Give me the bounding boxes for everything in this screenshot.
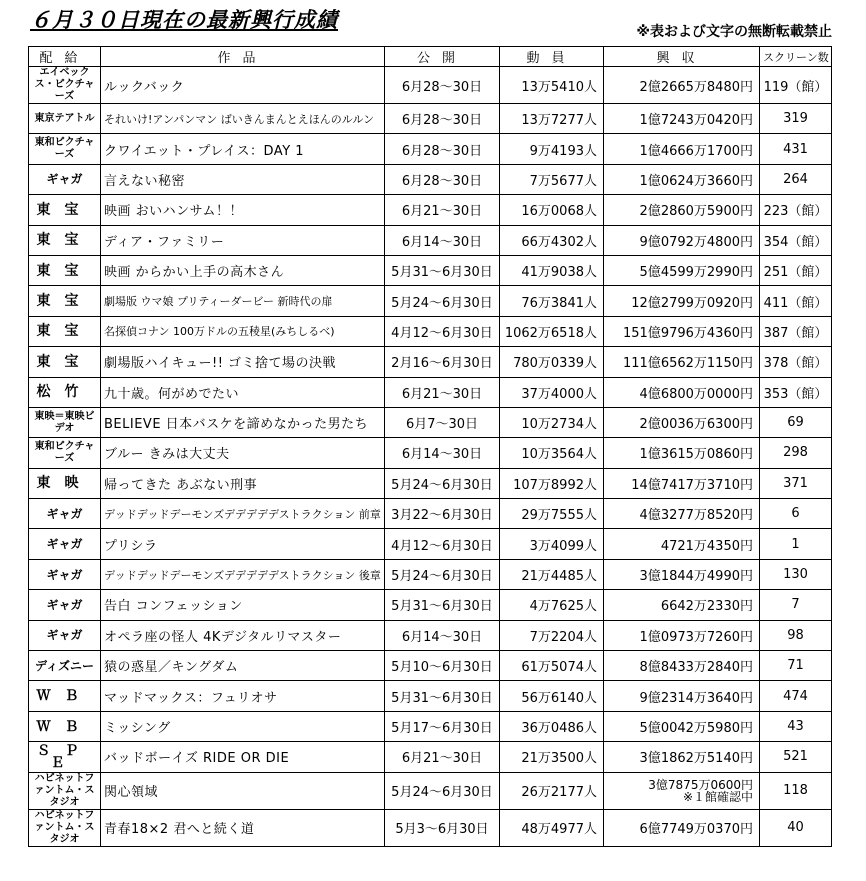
screens-cell: 40 (760, 809, 832, 846)
distributor-cell: 東映 (29, 468, 101, 498)
distributor-cell: 東宝 (29, 316, 101, 346)
title-cell: プリシラ (101, 529, 385, 559)
distributor-cell: 東宝 (29, 347, 101, 377)
distributor-cell: ギャガ (29, 590, 101, 620)
release-period-cell: 6月21～30日 (385, 377, 500, 407)
revenue-cell: 3億1862万5140円 (604, 742, 760, 772)
attendance-cell: 10万3564人 (500, 438, 604, 468)
column-header-screens: スクリーン数 (760, 47, 832, 67)
attendance-cell: 41万9038人 (500, 255, 604, 285)
revenue-cell: 6642万2330円 (604, 590, 760, 620)
distributor-cell: 東映＝東映ビデオ (29, 407, 101, 437)
table-row (29, 286, 832, 316)
screens-cell: 119（館） (760, 67, 832, 104)
attendance-cell: 780万0339人 (500, 347, 604, 377)
release-period-cell: 5月24～6月30日 (385, 772, 500, 809)
table-row (29, 67, 832, 104)
revenue-cell: 2億2860万5900円 (604, 195, 760, 225)
screens-cell: 251（館） (760, 255, 832, 285)
screens-cell: 354（館） (760, 225, 832, 255)
revenue-cell: 1億7243万0420円 (604, 104, 760, 134)
table-row (29, 681, 832, 711)
screens-cell: 411（館） (760, 286, 832, 316)
distributor-cell: ギャガ (29, 529, 101, 559)
release-period-cell: 5月17～6月30日 (385, 711, 500, 741)
table-row (29, 438, 832, 468)
distributor-cell: エイベックス・ピクチャーズ (29, 67, 101, 104)
title-cell: 名探偵コナン 100万ドルの五稜星(みちしるべ) (101, 316, 385, 346)
distributor-cell: 松竹 (29, 377, 101, 407)
attendance-cell: 7万2204人 (500, 620, 604, 650)
title-cell: それいけ!アンパンマン ばいきんまんとえほんのルルン (101, 104, 385, 134)
attendance-cell: 1062万6518人 (500, 316, 604, 346)
table-row (29, 347, 832, 377)
title-cell: 九十歳。何がめでたい (101, 377, 385, 407)
release-period-cell: 4月12～6月30日 (385, 529, 500, 559)
table-row (29, 255, 832, 285)
release-period-cell: 6月28～30日 (385, 67, 500, 104)
title-cell: 劇場版ハイキュー!! ゴミ捨て場の決戦 (101, 347, 385, 377)
revenue-cell: 2億2665万8480円 (604, 67, 760, 104)
distributor-cell: ディズニー (29, 651, 101, 681)
table-row (29, 195, 832, 225)
release-period-cell: 5月10～6月30日 (385, 651, 500, 681)
attendance-cell: 37万4000人 (500, 377, 604, 407)
column-header-revenue: 興収 (604, 47, 760, 67)
release-period-cell: 6月21～30日 (385, 195, 500, 225)
title-cell: デッドデッドデーモンズデデデデデストラクション 前章 (101, 499, 385, 529)
revenue-cell: 2億0036万6300円 (604, 407, 760, 437)
screens-cell: 298 (760, 438, 832, 468)
title-cell: 劇場版 ウマ娘 プリティーダービー 新時代の扉 (101, 286, 385, 316)
title-cell: 映画 からかい上手の高木さん (101, 255, 385, 285)
revenue-cell: 6億7749万0370円 (604, 809, 760, 846)
revenue-cell: 151億9796万4360円 (604, 316, 760, 346)
revenue-cell: 4億3277万8520円 (604, 499, 760, 529)
title-cell: BELIEVE 日本バスケを諦めなかった男たち (101, 407, 385, 437)
title-cell: ディア・ファミリー (101, 225, 385, 255)
title-cell: ミッシング (101, 711, 385, 741)
release-period-cell: 6月21～30日 (385, 742, 500, 772)
page-title: ６月３０日現在の最新興行成績 (30, 8, 338, 32)
release-period-cell: 2月16～6月30日 (385, 347, 500, 377)
title-cell: 映画 おいハンサム！！ (101, 195, 385, 225)
distributor-cell: ＷＢ (29, 711, 101, 741)
title-cell: バッドボーイズ RIDE OR DIE (101, 742, 385, 772)
column-header-attendance: 動員 (500, 47, 604, 67)
screens-cell: 223（館） (760, 195, 832, 225)
attendance-cell: 61万5074人 (500, 651, 604, 681)
screens-cell: 6 (760, 499, 832, 529)
table-row (29, 377, 832, 407)
attendance-cell: 21万3500人 (500, 742, 604, 772)
table-row (29, 407, 832, 437)
attendance-cell: 56万6140人 (500, 681, 604, 711)
release-period-cell: 5月31～6月30日 (385, 681, 500, 711)
revenue-cell (604, 772, 760, 809)
screens-cell: 431 (760, 134, 832, 164)
revenue-note: ※１館確認中 (682, 789, 753, 804)
attendance-cell: 66万4302人 (500, 225, 604, 255)
table-row (29, 590, 832, 620)
title-cell: マッドマックス：フュリオサ (101, 681, 385, 711)
release-period-cell: 5月31～6月30日 (385, 590, 500, 620)
screens-cell: 319 (760, 104, 832, 134)
screens-cell: 378（館） (760, 347, 832, 377)
distributor-cell: ハピネットファントム・スタジオ (29, 809, 101, 846)
revenue-cell: 9億2314万3640円 (604, 681, 760, 711)
table-row (29, 559, 832, 589)
distributor-cell: ギャガ (29, 620, 101, 650)
table-body (29, 67, 832, 847)
attendance-cell: 107万8992人 (500, 468, 604, 498)
title-cell: ブルー きみは大丈夫 (101, 438, 385, 468)
revenue-cell: 5億0042万5980円 (604, 711, 760, 741)
release-period-cell: 6月28～30日 (385, 164, 500, 194)
distributor-cell: 東宝 (29, 195, 101, 225)
attendance-cell: 16万0068人 (500, 195, 604, 225)
screens-cell: 371 (760, 468, 832, 498)
title-cell: オペラ座の怪人 4Kデジタルリマスター (101, 620, 385, 650)
distributor-cell: ハピネットファントム・スタジオ (29, 772, 101, 809)
copyright-notice: ※表および文字の無断転載禁止 (636, 24, 832, 40)
title-cell: クワイエット・プレイス：DAY 1 (101, 134, 385, 164)
table-row (29, 772, 832, 809)
distributor-cell: 東京テアトル (29, 104, 101, 134)
revenue-cell: 9億0792万4800円 (604, 225, 760, 255)
screens-cell: 130 (760, 559, 832, 589)
attendance-cell: 48万4977人 (500, 809, 604, 846)
column-header-release: 公開 (385, 47, 500, 67)
distributor-cell: 東宝 (29, 225, 101, 255)
screens-cell: 98 (760, 620, 832, 650)
column-header-distributor: 配給 (29, 47, 101, 67)
release-period-cell: 5月3～6月30日 (385, 809, 500, 846)
table-row (29, 468, 832, 498)
table-row (29, 134, 832, 164)
distributor-cell: ＷＢ (29, 681, 101, 711)
release-period-cell: 6月14～30日 (385, 620, 500, 650)
attendance-cell: 10万2734人 (500, 407, 604, 437)
screens-cell: 71 (760, 651, 832, 681)
attendance-cell: 7万5677人 (500, 164, 604, 194)
revenue-cell: 1億0973万7260円 (604, 620, 760, 650)
table-row (29, 499, 832, 529)
distributor-cell: 東宝 (29, 286, 101, 316)
release-period-cell: 5月24～6月30日 (385, 286, 500, 316)
table-row (29, 104, 832, 134)
title-cell: ルックバック (101, 67, 385, 104)
title-cell: 猿の惑星／キングダム (101, 651, 385, 681)
revenue-cell: 14億7417万3710円 (604, 468, 760, 498)
screens-cell: 387（館） (760, 316, 832, 346)
table-row (29, 711, 832, 741)
release-period-cell: 6月7～30日 (385, 407, 500, 437)
revenue-cell: 12億2799万0920円 (604, 286, 760, 316)
revenue-cell: 111億6562万1150円 (604, 347, 760, 377)
release-period-cell: 6月28～30日 (385, 134, 500, 164)
attendance-cell: 13万5410人 (500, 67, 604, 104)
attendance-cell: 36万0486人 (500, 711, 604, 741)
release-period-cell: 6月14～30日 (385, 225, 500, 255)
release-period-cell: 5月24～6月30日 (385, 468, 500, 498)
attendance-cell: 76万3841人 (500, 286, 604, 316)
revenue-cell: 4721万4350円 (604, 529, 760, 559)
release-period-cell: 6月14～30日 (385, 438, 500, 468)
release-period-cell: 6月28～30日 (385, 104, 500, 134)
revenue-cell: 3億1844万4990円 (604, 559, 760, 589)
attendance-cell: 26万2177人 (500, 772, 604, 809)
screens-cell: 69 (760, 407, 832, 437)
attendance-cell: 3万4099人 (500, 529, 604, 559)
box-office-table (28, 46, 832, 847)
title-cell: 言えない秘密 (101, 164, 385, 194)
distributor-cell: ギャガ (29, 164, 101, 194)
distributor-cell: ＳＰＥ (29, 742, 101, 772)
screens-cell: 264 (760, 164, 832, 194)
title-cell: 関心領域 (101, 772, 385, 809)
title-cell: 告白 コンフェッション (101, 590, 385, 620)
attendance-cell: 21万4485人 (500, 559, 604, 589)
revenue-cell: 4億6800万0000円 (604, 377, 760, 407)
table-row (29, 620, 832, 650)
screens-cell: 474 (760, 681, 832, 711)
revenue-cell: 1億3615万0860円 (604, 438, 760, 468)
revenue-cell: 5億4599万2990円 (604, 255, 760, 285)
screens-cell: 43 (760, 711, 832, 741)
table-row (29, 742, 832, 772)
screens-cell: 118 (760, 772, 832, 809)
attendance-cell: 13万7277人 (500, 104, 604, 134)
release-period-cell: 5月31～6月30日 (385, 255, 500, 285)
release-period-cell: 4月12～6月30日 (385, 316, 500, 346)
distributor-cell: 東和ピクチャーズ (29, 134, 101, 164)
title-cell: 青春18×2 君へと続く道 (101, 809, 385, 846)
table-row (29, 164, 832, 194)
distributor-cell: ギャガ (29, 559, 101, 589)
column-header-title: 作品 (101, 47, 385, 67)
distributor-cell: 東宝 (29, 255, 101, 285)
table-row (29, 809, 832, 846)
attendance-cell: 29万7555人 (500, 499, 604, 529)
attendance-cell: 9万4193人 (500, 134, 604, 164)
revenue-cell: 8億8433万2840円 (604, 651, 760, 681)
table-row (29, 225, 832, 255)
title-cell: 帰ってきた あぶない刑事 (101, 468, 385, 498)
revenue-cell: 1億0624万3660円 (604, 164, 760, 194)
distributor-cell: ギャガ (29, 499, 101, 529)
screens-cell: 7 (760, 590, 832, 620)
screens-cell: 353（館） (760, 377, 832, 407)
revenue-cell: 1億4666万1700円 (604, 134, 760, 164)
title-cell: デッドデッドデーモンズデデデデデストラクション 後章 (101, 559, 385, 589)
screens-cell: 1 (760, 529, 832, 559)
attendance-cell: 4万7625人 (500, 590, 604, 620)
revenue-value: 3億7875万0600円 (648, 777, 753, 792)
table-header-row (29, 47, 832, 67)
table-row (29, 316, 832, 346)
distributor-cell: 東和ピクチャーズ (29, 438, 101, 468)
table-row (29, 529, 832, 559)
table-row (29, 651, 832, 681)
release-period-cell: 3月22～6月30日 (385, 499, 500, 529)
release-period-cell: 5月24～6月30日 (385, 559, 500, 589)
screens-cell: 521 (760, 742, 832, 772)
